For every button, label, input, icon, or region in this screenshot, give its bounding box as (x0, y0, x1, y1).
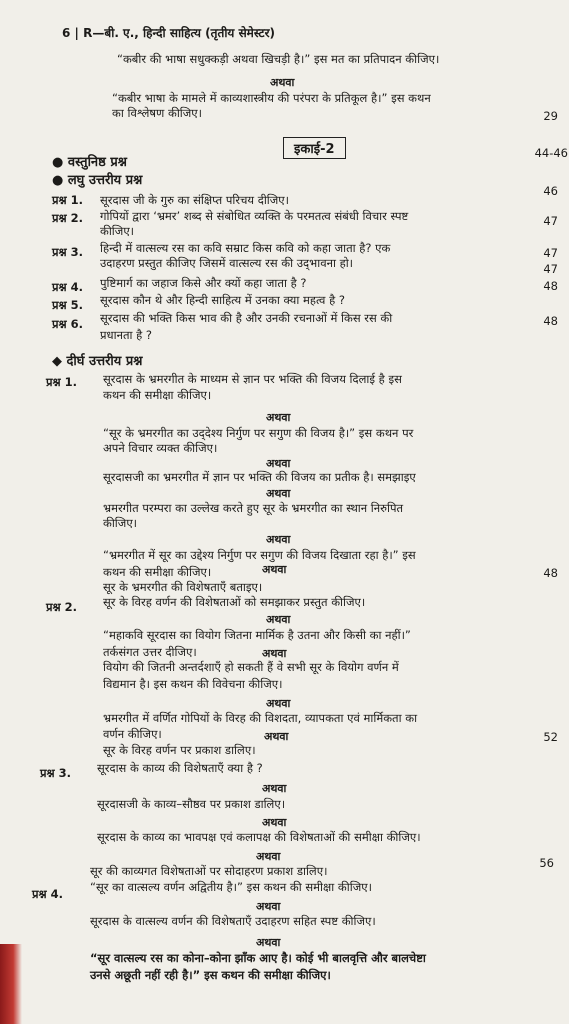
or-label: अथवा (256, 900, 281, 913)
question-text: अपने विचार व्यक्त कीजिए। (103, 441, 218, 455)
question-text: “भ्रमरगीत में सूर का उद्देश्य निर्गुण पर सगुण की विजय दिखाता रहा है।” इस (103, 548, 416, 562)
question-text: सूर की काव्यगत विशेषताओं पर सोदाहरण प्रकाश डालिए। (90, 864, 328, 878)
question-label: प्रश्न 6. (52, 317, 84, 331)
question-label: प्रश्न 5. (52, 298, 84, 312)
question-label: प्रश्न 4. (52, 280, 84, 294)
question-text: भ्रमरगीत परम्परा का उल्लेख करते हुए सूर के भ्रमरगीत का स्थान निरुपित (103, 501, 404, 515)
question-text: तर्कसंगत उत्तर दीजिए। (103, 645, 197, 659)
or-label: अथवा (266, 533, 291, 546)
page-reference: 46 (543, 184, 558, 198)
question-text: हिन्दी में वात्सल्य रस का कवि सम्राट किस कवि को कहा जाता है? एक (100, 241, 391, 255)
question-text: सूरदास कौन थे और हिन्दी साहित्य में उनका क्या महत्व है ? (100, 293, 345, 307)
page-reference: 47 (543, 262, 558, 276)
question-label: प्रश्न 1. (46, 375, 78, 389)
page-reference: 47 (543, 214, 558, 228)
or-label: अथवा (266, 613, 291, 626)
page-reference: 56 (539, 856, 554, 870)
page-header: 6 | R—बी. ए., हिन्दी साहित्य (तृतीय सेमेस्टर) (62, 26, 275, 40)
section-objective: ● वस्तुनिष्ठ प्रश्न (52, 155, 127, 170)
question-text: वियोग की जितनी अन्तर्दशाएँ हो सकती हैं वे सभी सूर के वियोग वर्णन में (103, 660, 399, 674)
section-long: ◆ दीर्घ उत्तरीय प्रश्न (52, 354, 143, 369)
question-label: प्रश्न 1. (52, 193, 84, 207)
question-text: वर्णन कीजिए। (103, 727, 162, 741)
question-label: प्रश्न 3. (52, 245, 84, 259)
question-text: कथन की समीक्षा कीजिए। (103, 565, 212, 579)
question-text: कीजिए। (103, 516, 138, 530)
or-label: अथवा (266, 457, 291, 470)
question-text: सूरदास के काव्य की विशेषताएँ क्या है ? (97, 761, 263, 775)
section-short: ● लघु उत्तरीय प्रश्न (52, 173, 143, 188)
page-edge (0, 944, 22, 1024)
unit-heading: इकाई-2 (283, 137, 346, 159)
question-text: पुष्टिमार्ग का जहाज किसे और क्यों कहा जाता है ? (100, 276, 307, 290)
page-number: 6 (62, 26, 71, 40)
question-text: सूरदास के वात्सल्य वर्णन की विशेषताएँ उदाहरण सहित स्पष्ट कीजिए। (90, 914, 376, 928)
question-text: कीजिए। (100, 224, 135, 238)
question-text: उनसे अछूती नहीं रही है।” इस कथन की समीक्षा कीजिए। (90, 968, 331, 982)
question-text: “कबीर भाषा के मामले में काव्यशास्त्रीय की परंपरा के प्रतिकूल है।” इस कथन (112, 91, 431, 105)
question-text: “सूर के भ्रमरगीत का उद्‌देश्य निर्गुण पर सगुण की विजय है।” इस कथन पर (103, 426, 414, 440)
or-label: अथवा (256, 936, 281, 949)
or-label: अथवा (262, 816, 287, 829)
question-text: “सूर का वात्सल्य वर्णन अद्वितीय है।” इस कथन की समीक्षा कीजिए। (90, 880, 372, 894)
page-reference: 44-46 (534, 146, 568, 160)
question-text: प्रधानता है ? (100, 328, 153, 342)
page-reference: 48 (543, 279, 558, 293)
question-text: गोपियों द्वारा ‘भ्रमर’ शब्द से संबोधित व्यक्ति के परमतत्व संबंधी विचार स्पष्ट (100, 209, 409, 223)
question-text: सूरदास के भ्रमरगीत के माध्यम से ज्ञान पर भक्ति की विजय दिलाई है इस (103, 372, 402, 386)
question-text: का विश्लेषण कीजिए। (112, 106, 203, 120)
question-text: “महाकवि सूरदास का वियोग जितना मार्मिक है उतना और किसी का नहीं।” (103, 628, 411, 642)
or-label: अथवा (266, 487, 291, 500)
page-reference: 47 (543, 246, 558, 260)
page-reference: 48 (543, 314, 558, 328)
page-reference: 29 (543, 109, 558, 123)
page-reference: 48 (543, 566, 558, 580)
or-label: अथवा (256, 850, 281, 863)
or-label: अथवा (262, 647, 287, 660)
header-title: R—बी. ए., हिन्दी साहित्य (तृतीय सेमेस्टर) (83, 26, 275, 40)
question-text: सूरदास के काव्य का भावपक्ष एवं कलापक्ष की विशेषताओं की समीक्षा कीजिए। (97, 830, 421, 844)
or-label: अथवा (264, 730, 289, 743)
question-text: सूरदास जी के गुरु का संक्षिप्त परिचय दीजिए। (100, 193, 290, 207)
or-label: अथवा (266, 411, 291, 424)
question-text: सूर के विरह वर्णन पर प्रकाश डालिए। (103, 743, 256, 757)
or-label: अथवा (262, 782, 287, 795)
page-reference: 52 (543, 730, 558, 744)
question-text: कथन की समीक्षा कीजिए। (103, 388, 212, 402)
question-label: प्रश्न 3. (40, 766, 72, 780)
or-label: अथवा (266, 697, 291, 710)
question-text: “कबीर की भाषा सधुक्कड़ी अथवा खिचड़ी है।” इस मत का प्रतिपादन कीजिए। (117, 52, 440, 66)
question-text: सूरदासजी के काव्य–सौष्ठव पर प्रकाश डालिए। (97, 797, 286, 811)
question-text: “सूर वात्सल्य रस का कोना–कोना झाँक आए है। कोई भी बालवृत्ति और बालचेष्टा (90, 951, 426, 965)
question-text: सूरदासजी का भ्रमरगीत में ज्ञान पर भक्ति की विजय का प्रतीक है। समझाइए (103, 470, 416, 484)
question-text: विद्यमान है। इस कथन की विवेचना कीजिए। (103, 677, 283, 691)
question-text: सूर के विरह वर्णन की विशेषताओं को समझाकर प्रस्तुत कीजिए। (103, 595, 366, 609)
or-label: अथवा (270, 76, 295, 89)
question-label: प्रश्न 2. (52, 211, 84, 225)
question-text: उदाहरण प्रस्तुत कीजिए जिसमें वात्सल्य रस की उद्‌भावना हो। (100, 256, 354, 270)
question-text: भ्रमरगीत में वर्णित गोपियों के विरह की विशदता, व्यापकता एवं मार्मिकता का (103, 711, 418, 725)
question-label: प्रश्न 2. (46, 600, 78, 614)
or-label: अथवा (262, 563, 287, 576)
question-text: सूरदास की भक्ति किस भाव की है और उनकी रचनाओं में किस रस की (100, 311, 393, 325)
question-label: प्रश्न 4. (32, 887, 64, 901)
question-text: सूर के भ्रमरगीत की विशेषताएँ बताइए। (103, 580, 263, 594)
